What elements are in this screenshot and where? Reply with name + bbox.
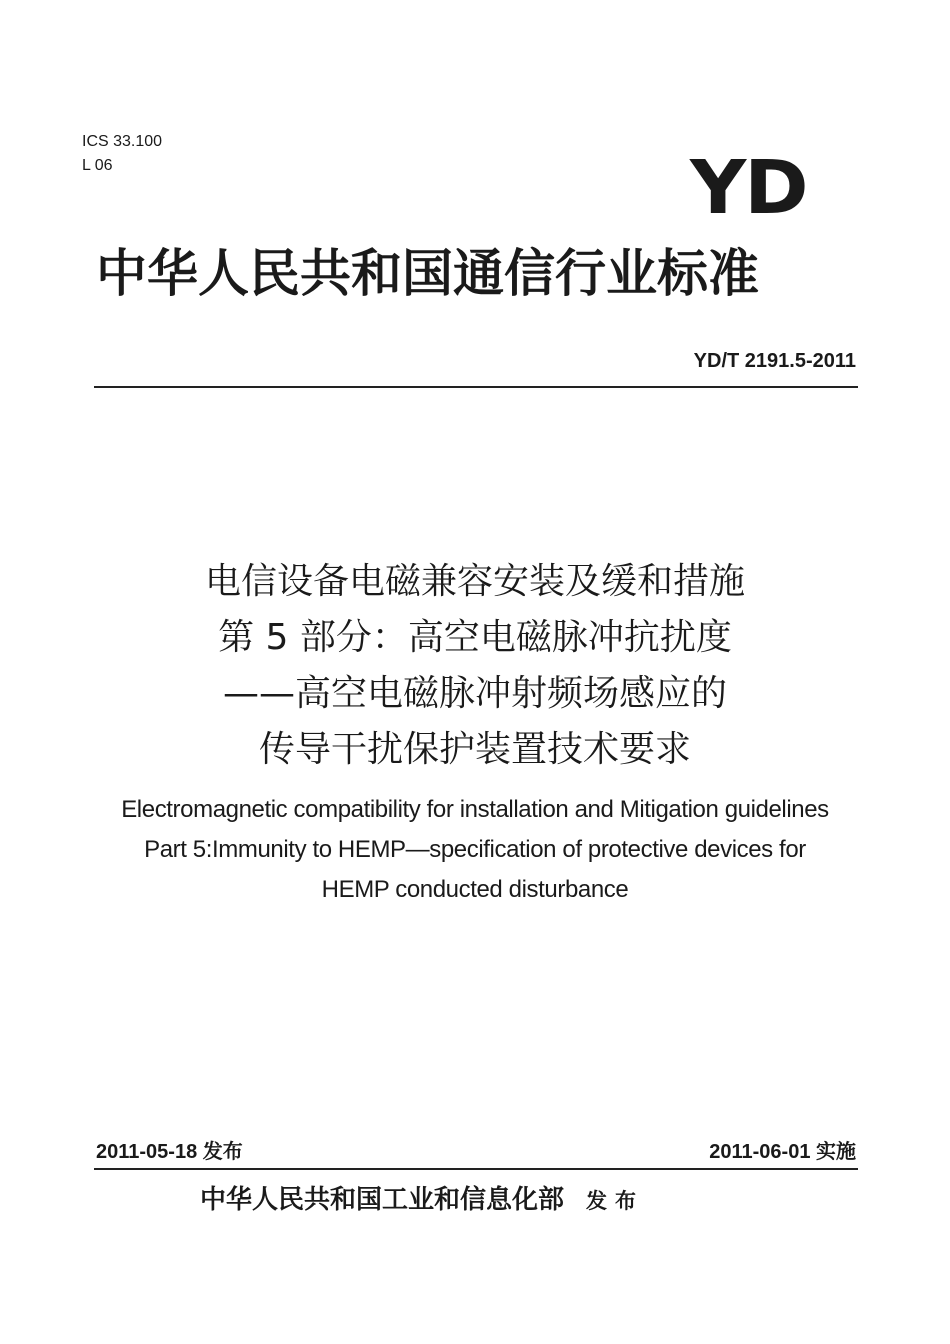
document-title-english [75, 790, 875, 910]
ics-code: ICS 33.100 [82, 133, 163, 150]
issuer-name: 中华人民共和国工业和信息化部 [200, 1185, 565, 1215]
document-title-chinese [95, 554, 855, 778]
top-divider [94, 386, 858, 388]
release-date: 2011-05-18 发布 [96, 1141, 243, 1163]
bottom-divider [94, 1168, 858, 1170]
en-title-line: HEMP conducted disturbance [321, 876, 629, 903]
cn-title-line: ——高空电磁脉冲射频场感应的 [222, 673, 727, 714]
classification-codes [82, 130, 162, 178]
cn-title-line: 电信设备电磁兼容安装及缓和措施 [204, 561, 745, 602]
cn-title-line: 传导干扰保护装置技术要求 [258, 729, 691, 770]
standard-code: YD/T 2191.5-2011 [693, 350, 856, 372]
issued-label: 发布 [586, 1188, 645, 1213]
en-title-line: Electromagnetic compatibility for installation and Mitigation guidelines [121, 796, 829, 823]
standard-title: 中华人民共和国通信行业标准 [96, 245, 760, 304]
effective-date: 2011-06-01 实施 [709, 1141, 856, 1163]
cn-title-line: 第 5 部分：高空电磁脉冲抗扰度 [218, 617, 732, 658]
yd-logo: YD [690, 145, 807, 231]
ccs-code: L 06 [82, 157, 113, 174]
en-title-line: Part 5:Immunity to HEMP—specification of protective devices for [144, 836, 806, 863]
issuer-line [200, 1180, 644, 1221]
